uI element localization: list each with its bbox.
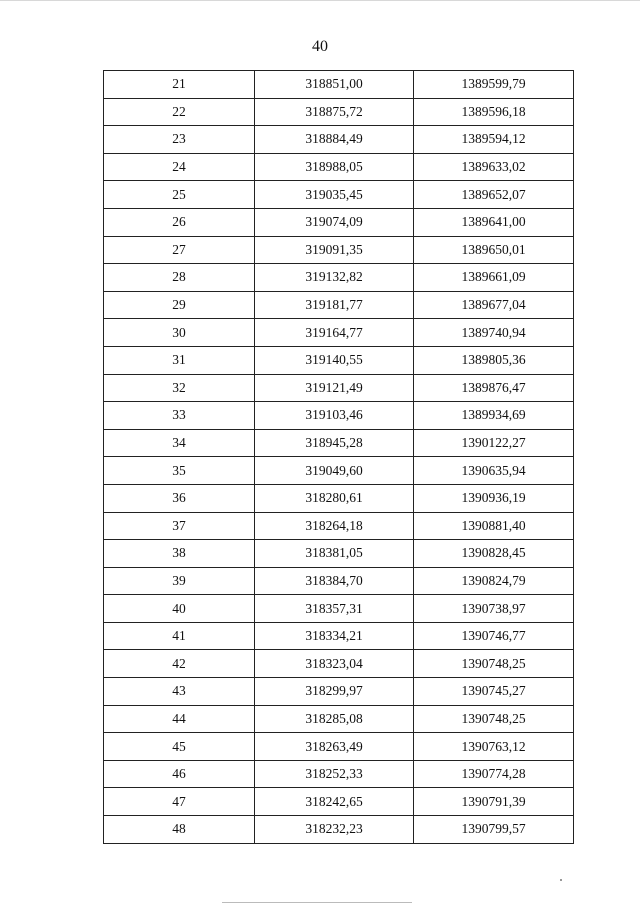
y-coordinate-cell: 1389650,01 — [414, 236, 574, 264]
x-coordinate-cell: 318875,72 — [255, 98, 414, 126]
y-coordinate-cell: 1390738,97 — [414, 595, 574, 623]
y-coordinate-cell: 1389596,18 — [414, 98, 574, 126]
x-coordinate-cell: 318381,05 — [255, 540, 414, 568]
point-number-cell: 35 — [104, 457, 255, 485]
table-row — [104, 402, 574, 430]
table-row — [104, 98, 574, 126]
y-coordinate-cell: 1389594,12 — [414, 126, 574, 154]
y-coordinate-cell: 1390748,25 — [414, 705, 574, 733]
table-row — [104, 705, 574, 733]
point-number-cell: 34 — [104, 429, 255, 457]
y-coordinate-cell: 1390746,77 — [414, 622, 574, 650]
x-coordinate-cell: 318263,49 — [255, 733, 414, 761]
point-number-cell: 24 — [104, 153, 255, 181]
x-coordinate-cell: 318285,08 — [255, 705, 414, 733]
x-coordinate-cell: 318299,97 — [255, 678, 414, 706]
point-number-cell: 29 — [104, 291, 255, 319]
point-number-cell: 44 — [104, 705, 255, 733]
point-number-cell: 23 — [104, 126, 255, 154]
point-number-cell: 27 — [104, 236, 255, 264]
x-coordinate-cell: 318323,04 — [255, 650, 414, 678]
coordinates-table — [103, 70, 574, 844]
point-number-cell: 32 — [104, 374, 255, 402]
point-number-cell: 46 — [104, 760, 255, 788]
table-row — [104, 374, 574, 402]
table-row — [104, 484, 574, 512]
x-coordinate-cell: 319140,55 — [255, 346, 414, 374]
x-coordinate-cell: 319181,77 — [255, 291, 414, 319]
point-number-cell: 36 — [104, 484, 255, 512]
x-coordinate-cell: 318334,21 — [255, 622, 414, 650]
y-coordinate-cell: 1389677,04 — [414, 291, 574, 319]
y-coordinate-cell: 1390936,19 — [414, 484, 574, 512]
point-number-cell: 25 — [104, 181, 255, 209]
x-coordinate-cell: 318884,49 — [255, 126, 414, 154]
table-row — [104, 264, 574, 292]
y-coordinate-cell: 1390828,45 — [414, 540, 574, 568]
y-coordinate-cell: 1390799,57 — [414, 816, 574, 844]
table-row — [104, 678, 574, 706]
y-coordinate-cell: 1389641,00 — [414, 208, 574, 236]
table-row — [104, 457, 574, 485]
table-row — [104, 816, 574, 844]
x-coordinate-cell: 318232,23 — [255, 816, 414, 844]
point-number-cell: 43 — [104, 678, 255, 706]
table-row — [104, 512, 574, 540]
x-coordinate-cell: 318264,18 — [255, 512, 414, 540]
y-coordinate-cell: 1389740,94 — [414, 319, 574, 347]
x-coordinate-cell: 318280,61 — [255, 484, 414, 512]
y-coordinate-cell: 1389661,09 — [414, 264, 574, 292]
y-coordinate-cell: 1390881,40 — [414, 512, 574, 540]
x-coordinate-cell: 318357,31 — [255, 595, 414, 623]
y-coordinate-cell: 1390824,79 — [414, 567, 574, 595]
y-coordinate-cell: 1389633,02 — [414, 153, 574, 181]
x-coordinate-cell: 319103,46 — [255, 402, 414, 430]
table-row — [104, 346, 574, 374]
x-coordinate-cell: 319035,45 — [255, 181, 414, 209]
x-coordinate-cell: 318945,28 — [255, 429, 414, 457]
table-row — [104, 71, 574, 99]
table-row — [104, 788, 574, 816]
x-coordinate-cell: 319132,82 — [255, 264, 414, 292]
table-row — [104, 429, 574, 457]
coordinates-table-body — [104, 71, 574, 844]
y-coordinate-cell: 1390774,28 — [414, 760, 574, 788]
x-coordinate-cell: 319049,60 — [255, 457, 414, 485]
x-coordinate-cell: 319074,09 — [255, 208, 414, 236]
point-number-cell: 26 — [104, 208, 255, 236]
point-number-cell: 37 — [104, 512, 255, 540]
y-coordinate-cell: 1389652,07 — [414, 181, 574, 209]
table-row — [104, 319, 574, 347]
table-row — [104, 650, 574, 678]
point-number-cell: 30 — [104, 319, 255, 347]
x-coordinate-cell: 318242,65 — [255, 788, 414, 816]
x-coordinate-cell: 318851,00 — [255, 71, 414, 99]
y-coordinate-cell: 1390763,12 — [414, 733, 574, 761]
x-coordinate-cell: 318384,70 — [255, 567, 414, 595]
table-row — [104, 236, 574, 264]
point-number-cell: 22 — [104, 98, 255, 126]
table-row — [104, 181, 574, 209]
y-coordinate-cell: 1390745,27 — [414, 678, 574, 706]
table-row — [104, 153, 574, 181]
x-coordinate-cell: 319121,49 — [255, 374, 414, 402]
y-coordinate-cell: 1390791,39 — [414, 788, 574, 816]
table-row — [104, 291, 574, 319]
y-coordinate-cell: 1389876,47 — [414, 374, 574, 402]
page-number: 40 — [312, 38, 328, 55]
x-coordinate-cell: 318988,05 — [255, 153, 414, 181]
bottom-edge-line — [222, 902, 412, 903]
point-number-cell: 38 — [104, 540, 255, 568]
scan-speck — [560, 879, 562, 881]
y-coordinate-cell: 1390122,27 — [414, 429, 574, 457]
point-number-cell: 39 — [104, 567, 255, 595]
table-row — [104, 595, 574, 623]
y-coordinate-cell: 1390748,25 — [414, 650, 574, 678]
y-coordinate-cell: 1389805,36 — [414, 346, 574, 374]
table-row — [104, 733, 574, 761]
point-number-cell: 45 — [104, 733, 255, 761]
x-coordinate-cell: 319091,35 — [255, 236, 414, 264]
table-row — [104, 208, 574, 236]
table-row — [104, 760, 574, 788]
point-number-cell: 41 — [104, 622, 255, 650]
point-number-cell: 21 — [104, 71, 255, 99]
x-coordinate-cell: 319164,77 — [255, 319, 414, 347]
point-number-cell: 47 — [104, 788, 255, 816]
table-row — [104, 567, 574, 595]
table-row — [104, 126, 574, 154]
y-coordinate-cell: 1389599,79 — [414, 71, 574, 99]
point-number-cell: 48 — [104, 816, 255, 844]
table-row — [104, 622, 574, 650]
x-coordinate-cell: 318252,33 — [255, 760, 414, 788]
point-number-cell: 28 — [104, 264, 255, 292]
point-number-cell: 42 — [104, 650, 255, 678]
y-coordinate-cell: 1390635,94 — [414, 457, 574, 485]
point-number-cell: 33 — [104, 402, 255, 430]
point-number-cell: 40 — [104, 595, 255, 623]
y-coordinate-cell: 1389934,69 — [414, 402, 574, 430]
point-number-cell: 31 — [104, 346, 255, 374]
table-row — [104, 540, 574, 568]
